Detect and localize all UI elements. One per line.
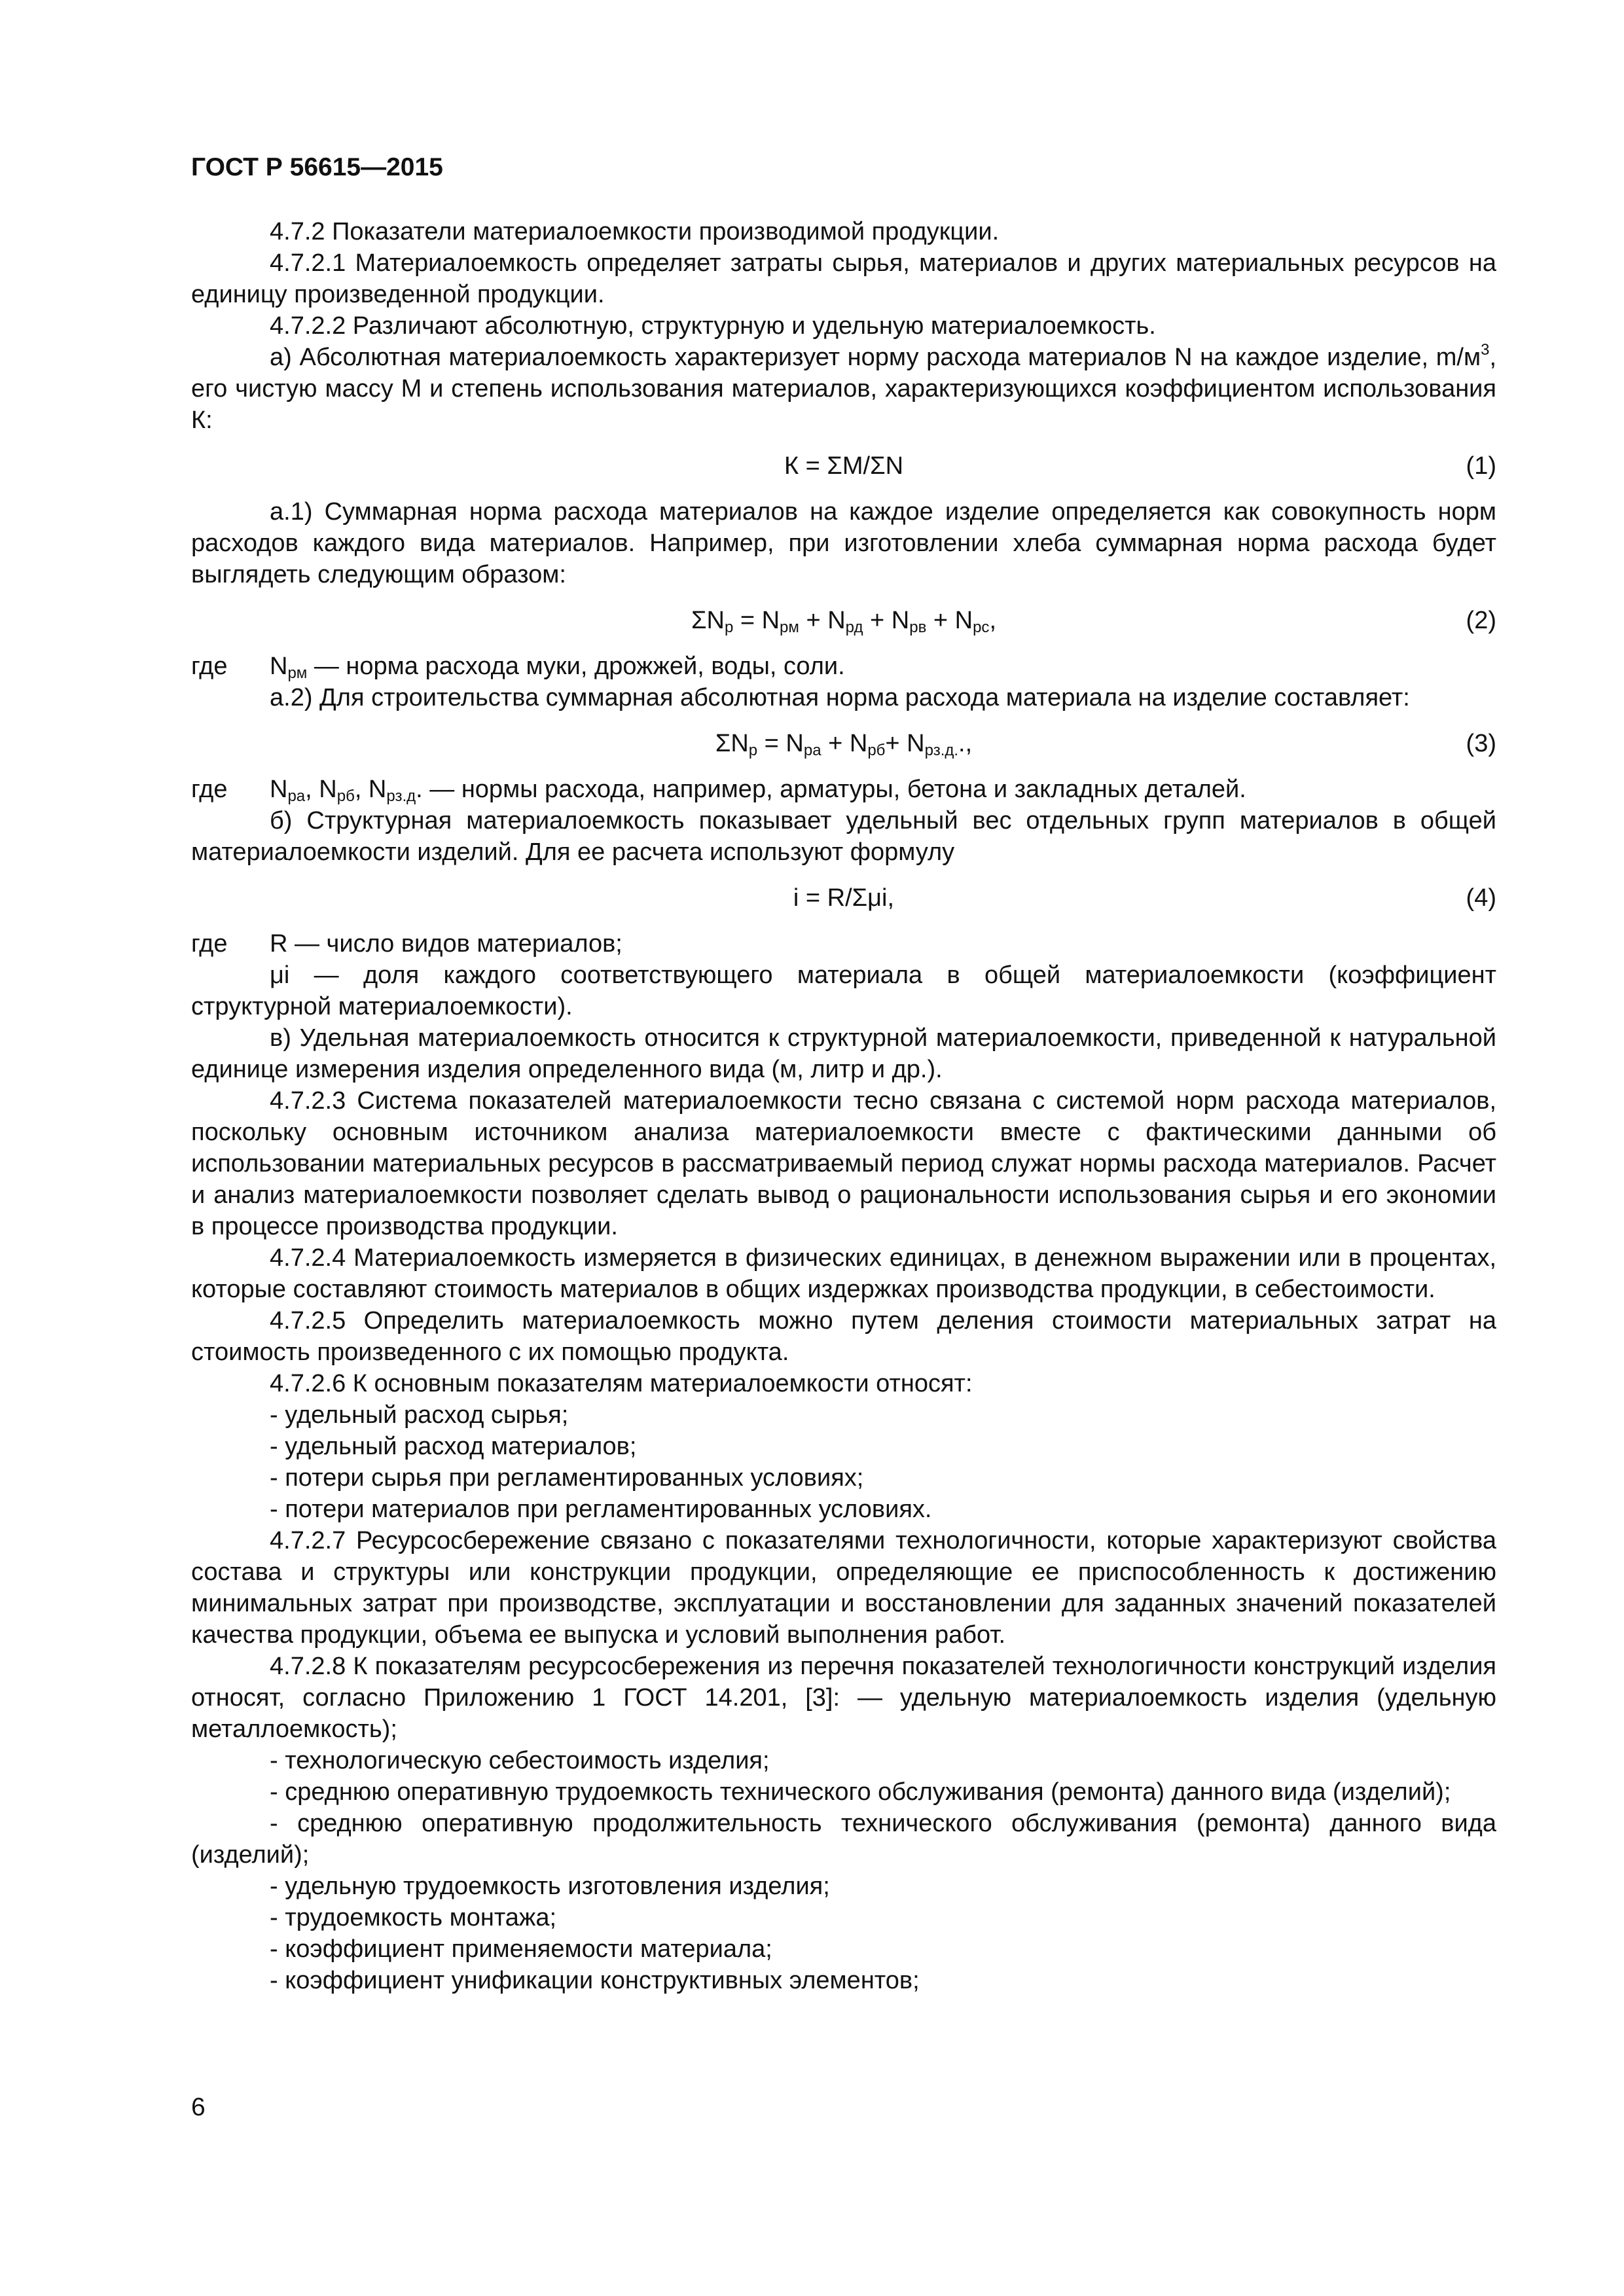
paragraph-4-7-2: 4.7.2 Показатели материалоемкости производимой продукции.: [270, 218, 1000, 245]
f3-sub: рб: [867, 742, 886, 759]
f2-sub: р: [724, 619, 734, 636]
where-label: где: [191, 653, 228, 680]
where-clause-4: [191, 928, 1496, 960]
f3-sub: ра: [803, 742, 821, 759]
paragraph-4-7-2-8: 4.7.2.8 К показателям ресурсосбережения из перечня показателей технологичности конструкций изделия относят, согласно Приложению 1 ГОСТ 14.201, [3]: — удельную материалоемкость изделия (удельную металлоемкость);: [191, 1653, 1496, 1743]
page-number: 6: [191, 2093, 206, 2121]
list-item: - среднюю оперативную трудоемкость технического обслуживания (ремонта) данного вида (изделий);: [270, 1778, 1451, 1806]
where-label: где: [191, 930, 228, 958]
f3-sub: рз.д.: [924, 742, 959, 759]
paragraph-a1: а.1) Суммарная норма расхода материалов на каждое изделие определяется как совокупность норм расходов каждого вида материалов. Например, при изготовлении хлеба суммарная норма расхода будет выглядеть следующим образом:: [191, 498, 1496, 588]
formula-4-text: i = R/Σμi,: [793, 884, 895, 912]
list-item: - коэффициент применяемости материала;: [270, 1935, 772, 1963]
f2-plus: + N: [799, 607, 846, 634]
where-label: где: [191, 776, 228, 803]
where-text: [191, 651, 1496, 682]
list-item: - потери сырья при регламентированных условиях;: [270, 1464, 864, 1492]
list-item: - удельную трудоемкость изготовления изделия;: [270, 1873, 830, 1900]
f3-plus: + N: [885, 730, 925, 757]
paragraph-4-7-2-3: 4.7.2.3 Система показателей материалоемкости тесно связана с системой норм расхода материалов, поскольку основным источником анализа материалоемкости вместе с фактическими данными об использовании материальных ресурсов в рассматриваемый период служат нормы расхода материалов. Расчет и анализ материалоемкости позволяет сделать вывод о рациональности использования сырья и его экономии в процессе производства продукции.: [191, 1087, 1496, 1240]
w3-sub: рб: [336, 787, 355, 805]
list-item: - удельный расход материалов;: [270, 1433, 637, 1460]
f2-sub: рм: [780, 619, 799, 636]
f2-end: ,: [989, 607, 996, 634]
paragraph-4-7-2-5: 4.7.2.5 Определить материалоемкость можно путем деления стоимости материальных затрат на стоимость произведенного с их помощью продукта.: [191, 1307, 1496, 1366]
paragraph-a-part2: , его чистую массу М и степень использования материалов, характеризующихся коэффициентом использования К:: [191, 344, 1496, 434]
formula-2-text: [191, 605, 1496, 636]
f2-plus: + N: [863, 607, 910, 634]
where-text: [191, 774, 1496, 805]
list-item: - технологическую себестоимость изделия;: [270, 1747, 770, 1774]
f2-eq: = N: [733, 607, 780, 634]
list-item: - трудоемкость монтажа;: [270, 1904, 557, 1931]
paragraph-a-absolute: [191, 342, 1496, 436]
where-clause-2: [191, 651, 1496, 682]
document-body: [191, 216, 1496, 1996]
where-clause-3: [191, 774, 1496, 805]
formula-1: [191, 445, 1496, 487]
paragraph-4-7-2-7: 4.7.2.7 Ресурсосбережение связано с показателями технологичности, которые характеризуют свойства состава и структуры или конструкции продукции, определяющие ее приспособленность к достижению минимальных затрат при производстве, эксплуатации и восстановлении для заданных значений показателей качества продукции, объема ее выпуска и условий выполнения работ.: [191, 1527, 1496, 1649]
f2-sub: рд: [845, 619, 863, 636]
formula-4: [191, 877, 1496, 919]
f3-sub: р: [748, 742, 758, 759]
formula-3-text: [191, 728, 1496, 759]
w3-sub: рз.д: [386, 787, 416, 805]
w3-comma: , N: [305, 776, 337, 803]
where-text-mu-cont: структурной материалоемкости).: [191, 993, 573, 1020]
paragraph-v-specific: в) Удельная материалоемкость относится к структурной материалоемкости, приведенной к натуральной единице измерения изделия определенного вида (м, литр и др.).: [191, 1024, 1496, 1083]
f3-plus: + N: [821, 730, 868, 757]
f3-eq: = N: [757, 730, 804, 757]
w2-sub: рм: [287, 664, 308, 682]
formula-1-number: (1): [1466, 452, 1496, 480]
where-text-r: R — число видов материалов;: [270, 930, 623, 958]
formula-3: [191, 723, 1496, 764]
paragraph-b-structural: б) Структурная материалоемкость показывает удельный вес отдельных групп материалов в общей материалоемкости изделий. Для ее расчета используют формулу: [191, 807, 1496, 866]
w3-n: N: [270, 776, 288, 803]
list-item: - коэффициент унификации конструктивных элементов;: [270, 1967, 920, 1994]
f2-plus: + N: [926, 607, 973, 634]
paragraph-4-7-2-2: 4.7.2.2 Различают абсолютную, структурную и удельную материалоемкость.: [270, 312, 1156, 340]
formula-4-number: (4): [1466, 884, 1496, 912]
formula-1-text: К = ΣМ/ΣN: [784, 452, 904, 480]
w2-text: — норма расхода муки, дрожжей, воды, соли.: [307, 653, 845, 680]
paragraph-4-7-2-1: 4.7.2.1 Материалоемкость определяет затраты сырья, материалов и других материальных ресурсов на единицу произведенной продукции.: [191, 249, 1496, 308]
w2-n: N: [270, 653, 288, 680]
formula-2: [191, 600, 1496, 641]
formula-2-number: (2): [1466, 607, 1496, 634]
paragraph-a2: а.2) Для строительства суммарная абсолютная норма расхода материала на изделие составляет:: [270, 684, 1410, 711]
superscript-3: 3: [1481, 341, 1490, 359]
w3-comma: , N: [354, 776, 387, 803]
paragraph-4-7-2-4: 4.7.2.4 Материалоемкость измеряется в физических единицах, в денежном выражении или в процентах, которые составляют стоимость материалов в общих издержках производства продукции, в себестоимости.: [191, 1244, 1496, 1303]
f2-sub: рс: [973, 619, 990, 636]
f3-main: ΣN: [715, 730, 749, 757]
list-item: - среднюю оперативную продолжительность технического обслуживания (ремонта) данного вида (изделий);: [191, 1810, 1496, 1869]
formula-3-number: (3): [1466, 730, 1496, 757]
w3-sub: ра: [287, 787, 306, 805]
f2-sub: рв: [909, 619, 927, 636]
paragraph-a-part1: а) Абсолютная материалоемкость характеризует норму расхода материалов N на каждое изделие, m/м: [270, 344, 1481, 371]
paragraph-4-7-2-6: 4.7.2.6 К основным показателям материалоемкости относят:: [270, 1370, 973, 1397]
f2-main: ΣN: [691, 607, 725, 634]
f3-end: .,: [958, 730, 973, 757]
document-header: ГОСТ Р 56615—2015: [191, 153, 443, 181]
w3-text: . — нормы расхода, например, арматуры, бетона и закладных деталей.: [416, 776, 1246, 803]
list-item: - удельный расход сырья;: [270, 1401, 569, 1429]
where-text-mu: μi — доля каждого соответствующего материала в общей материалоемкости (коэффициент: [270, 961, 1496, 989]
list-item: - потери материалов при регламентированных условиях.: [270, 1496, 932, 1523]
